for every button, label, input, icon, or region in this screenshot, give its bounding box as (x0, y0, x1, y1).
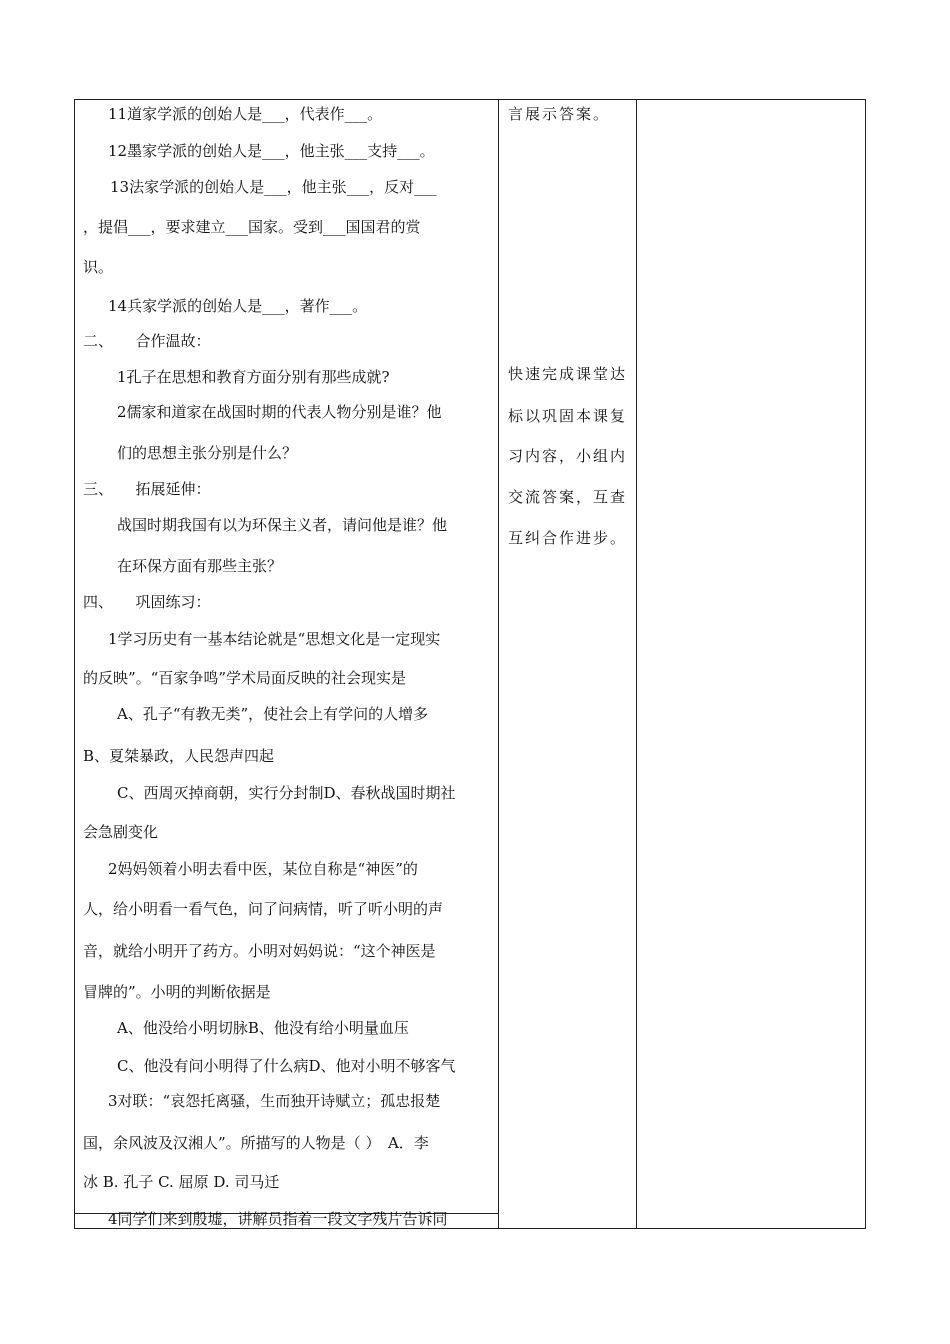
text-line: 们的思想主张分别是什么？ (117, 444, 298, 462)
text-line: A、孔子“有教无类”，使社会上有学问的人增多 (117, 705, 429, 723)
note-line: 习内容，小组内 (508, 447, 628, 465)
text-line: 识。 (83, 258, 114, 276)
section-heading: 三、 拓展延伸： (83, 480, 211, 498)
text-line: 冒牌的”。小明的判断依据是 (83, 983, 271, 1001)
text-line: 1孔子在思想和教育方面分别有那些成就? (117, 368, 390, 386)
text-line: 人，给小明看一看气色，问了问病情，听了听小明的声 (83, 900, 444, 918)
text-line: 冰 B. 孔子 C. 屈原 D. 司马迁 (83, 1173, 280, 1191)
text-line: 会急剧变化 (83, 823, 159, 841)
text-line: 1学习历史有一基本结论就是“思想文化是一定现实 (108, 630, 441, 648)
text-line: A、他没给小明切脉B、他没有给小明量血压 (117, 1019, 409, 1037)
text-line: B、夏桀暴政，人民怨声四起 (83, 747, 275, 765)
text-line: 3对联：“哀怨托离骚，生而独开诗赋立；孤忠报楚 (108, 1092, 441, 1110)
note-line: 言展示答案。 (508, 105, 611, 123)
text-line: 的反映”。“百家争鸣”学术局面反映的社会现实是 (83, 669, 407, 687)
text-line: 12墨家学派的创始人是___，他主张___支持___。 (108, 142, 435, 160)
text-line: ，提倡___，要求建立___国家。受到___国国君的赏 (83, 218, 421, 236)
text-line: 2妈妈领着小明去看中医，某位自称是“神医”的 (108, 860, 418, 878)
text-line: 在环保方面有那些主张？ (117, 557, 283, 575)
text-line: 战国时期我国有以为环保主义者，请问他是谁？他 (117, 516, 448, 534)
text-line: 4同学们来到殷墟，讲解员指着一段文字残片告诉同 (108, 1210, 448, 1228)
column-divider-1 (498, 100, 499, 1228)
section-heading: 二、 合作温故： (83, 332, 211, 350)
note-line: 交流答案，互查 (508, 488, 628, 506)
note-line: 标以巩固本课复 (508, 407, 628, 425)
note-line: 快速完成课堂达 (508, 365, 628, 383)
text-line: 14兵家学派的创始人是___，著作___。 (108, 297, 368, 315)
note-line: 互纠合作进步。 (508, 529, 628, 547)
text-line: C、西周灭掉商朝，实行分封制D、春秋战国时期社 (117, 784, 456, 802)
column-divider-2 (636, 100, 637, 1228)
text-line: 13法家学派的创始人是___，他主张___，反对___ (110, 178, 437, 196)
text-line: C、他没有问小明得了什么病D、他对小明不够客气 (117, 1057, 456, 1075)
lesson-table (74, 99, 866, 1229)
text-line: 音，就给小明开了药方。小明对妈妈说：“这个神医是 (83, 942, 436, 960)
text-line: 11道家学派的创始人是___，代表作___。 (108, 105, 383, 123)
section-heading: 四、 巩固练习： (83, 593, 211, 611)
text-line: 国，余风波及汉湘人”。所描写的人物是（ ） A．李 (83, 1134, 429, 1152)
text-line: 2儒家和道家在战国时期的代表人物分别是谁？他 (117, 403, 442, 421)
